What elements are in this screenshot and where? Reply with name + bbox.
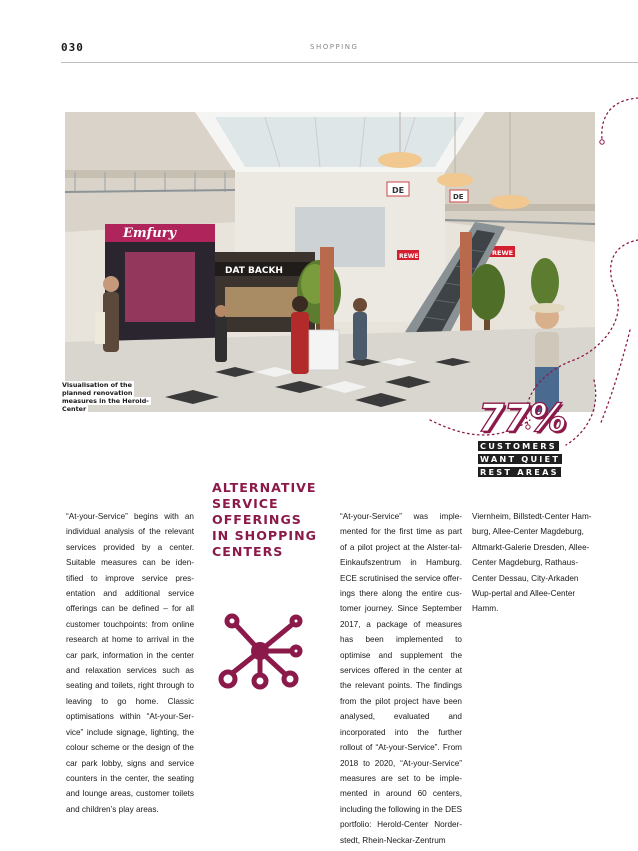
header-rule [61, 62, 638, 63]
network-hub-icon [214, 611, 306, 693]
headline-line-1: ALTERNATIVE [212, 480, 317, 495]
hanging-sign-2: DE [453, 193, 464, 201]
mall-illustration [65, 112, 595, 412]
photo-caption: Visualisation of the planned renovation measures in the Herold-Center [62, 381, 149, 413]
store-sign-rewe-1: REWE [399, 253, 419, 260]
store-sign-rewe-2: REWE [492, 249, 514, 257]
article-headline [212, 480, 322, 560]
headline-line-4: IN SHOPPING [212, 528, 317, 543]
stat-label-line-2: WANT QUIET [480, 454, 561, 464]
hanging-sign-1: DE [392, 186, 405, 195]
headline-line-5: CENTERS [212, 544, 284, 559]
headline-line-2: SERVICE [212, 496, 279, 511]
stat-label [478, 440, 588, 479]
article-column-3: Viernheim, Billstedt-Center Ham-burg, Allee-Center Magdeburg, Altmarkt-Galerie Dresden, Allee-Center Magdeburg, Rathaus-Center Dessau, City-Arkaden Wup-pertal and Allee-Center Hamm. [472, 512, 592, 614]
stat-callout [478, 398, 588, 479]
section-label: SHOPPING [310, 43, 359, 51]
page-number: 030 [61, 41, 84, 54]
store-sign-emfury: Emfury [123, 226, 177, 241]
article-column-2: “At-your-Service” was imple-mented for the first time as part of a pilot project at the Alster-tal-Einkaufszentrum in Hamburg. ECE scrutinised the service offer-ings there along the entire cus-tomer journey. Since September 2017, a package of measures has been implemented to optimise and supplement the services offered in the center at the relevant points. The findings from the pilot project have been analysed, evaluated and incorporated into the further rollout of “At-your-Service”. From 2018 to 2020, “At-your-Service” measures are set to be imple-mented in around 60 centers, including the following in the DES portfolio: Herold-Center Norder-stedt, Rhein-Neckar-Zentrum [340, 512, 462, 845]
stat-label-line-1: CUSTOMERS [480, 441, 557, 451]
stat-label-line-3: REST AREAS [480, 467, 559, 477]
store-sign-bakery: DAT BACKH [225, 266, 283, 276]
stat-value: 77% [478, 396, 566, 440]
headline-line-3: OFFERINGS [212, 512, 302, 527]
mall-photo [65, 112, 595, 412]
article-column-1: “At-your-Service” begins with an individual analysis of the relevant services provided by a center. Suitable measures can be iden-tified to improve service pres-entation and additional service offerings can be defined – for all customer touchpoints: from online research at home to arrival in the car park, information in the center and relaxation services such as seating and toilets, right through to leaving to go home. Classic optimisations within “At-your-Ser-vice” include signage, lighting, the colour scheme or the design of the car park lobby, signs and service counters in the center, the seating and lounge areas, customer toilets and children’s play areas. [66, 512, 194, 814]
